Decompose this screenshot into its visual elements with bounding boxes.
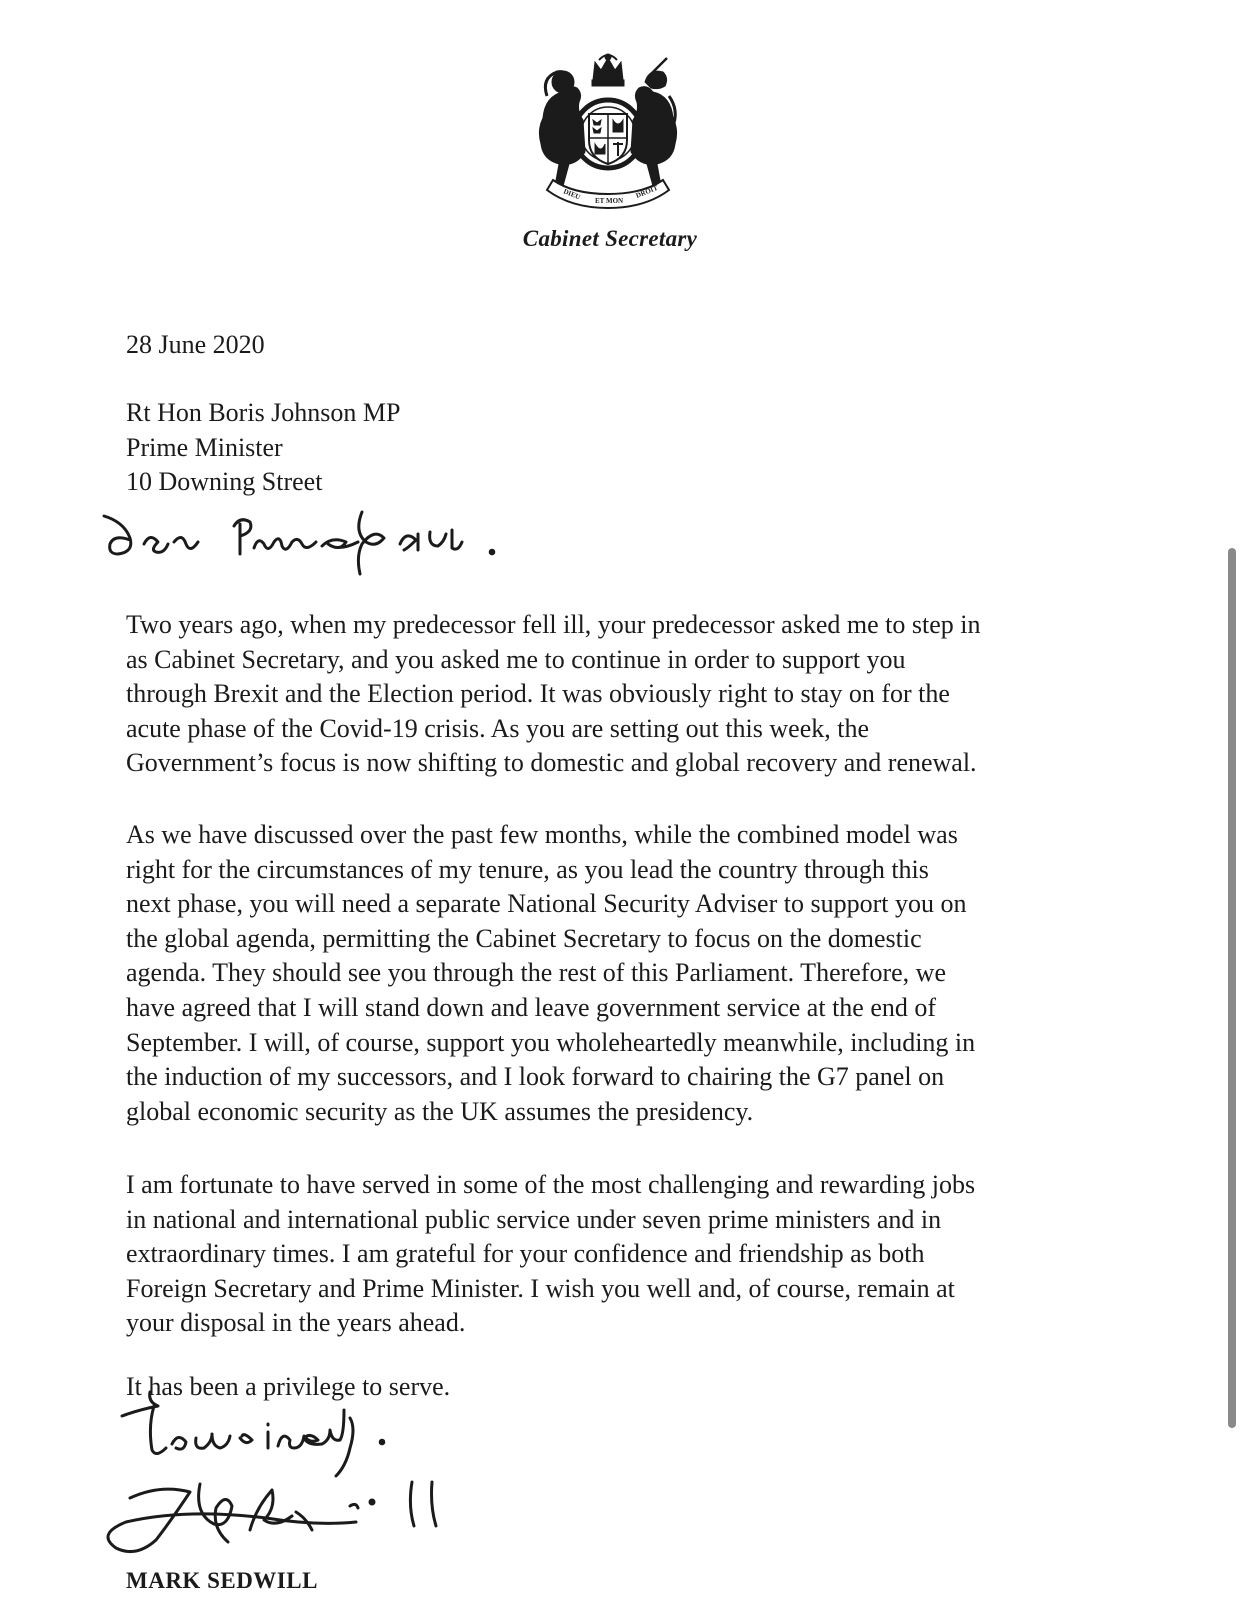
handwritten-salutation bbox=[100, 508, 530, 578]
paragraph-line: acute phase of the Covid-19 crisis. As you are setting out this week, the bbox=[126, 713, 870, 743]
body-paragraph-2 bbox=[126, 818, 1126, 1129]
recipient-street: 10 Downing Street bbox=[126, 467, 323, 496]
paragraph-line: the induction of my successors, and I look forward to chairing the G7 panel on bbox=[126, 1062, 945, 1092]
paragraph-line: your disposal in the years ahead. bbox=[126, 1308, 466, 1338]
paragraph-line: the global agenda, permitting the Cabinet Secretary to focus on the domestic bbox=[126, 923, 922, 953]
paragraph-line: Government’s focus is now shifting to domestic and global recovery and renewal. bbox=[126, 748, 977, 778]
office-title: Cabinet Secretary bbox=[522, 226, 698, 251]
svg-text:ET MON: ET MON bbox=[595, 197, 624, 205]
paragraph-line: in national and international public service under seven prime ministers and in bbox=[126, 1204, 942, 1234]
paragraph-line: next phase, you will need a separate National Security Adviser to support you on bbox=[126, 889, 967, 919]
body-paragraph-1 bbox=[126, 608, 1126, 781]
svg-text:DROIT: DROIT bbox=[634, 183, 660, 200]
vertical-scrollbar[interactable] bbox=[1228, 548, 1236, 1428]
svg-text:DIEU: DIEU bbox=[562, 187, 582, 202]
paragraph-line: global economic security as the UK assumes the presidency. bbox=[126, 1096, 754, 1126]
paragraph-line: right for the circumstances of my tenure, as you lead the country through this bbox=[126, 854, 929, 884]
paragraph-line: extraordinary times. I am grateful for your confidence and friendship as both bbox=[126, 1239, 925, 1269]
paragraph-line: agenda. They should see you through the rest of this Parliament. Therefore, we bbox=[126, 958, 946, 988]
paragraph-line: have agreed that I will stand down and leave government service at the end of bbox=[126, 992, 937, 1022]
closing-line: It has been a privilege to serve. bbox=[126, 1372, 451, 1401]
paragraph-line: Two years ago, when my predecessor fell ill, your predecessor asked me to step in bbox=[126, 610, 981, 639]
recipient-address bbox=[126, 396, 401, 500]
royal-coat-of-arms-icon bbox=[533, 52, 683, 210]
paragraph-line: as Cabinet Secretary, and you asked me to continue in order to support you bbox=[126, 644, 906, 674]
handwritten-sign-off bbox=[118, 1390, 418, 1480]
body-paragraph-3 bbox=[126, 1168, 1126, 1341]
paragraph-line: September. I will, of course, support you wholeheartedly meanwhile, including in bbox=[126, 1027, 976, 1057]
recipient-name: Rt Hon Boris Johnson MP bbox=[126, 398, 401, 427]
letter-date: 28 June 2020 bbox=[126, 330, 265, 359]
signatory-name: MARK SEDWILL bbox=[126, 1568, 318, 1593]
paragraph-line: As we have discussed over the past few months, while the combined model was bbox=[126, 820, 958, 849]
recipient-title: Prime Minister bbox=[126, 432, 283, 462]
paragraph-line: Foreign Secretary and Prime Minister. I wish you well and, of course, remain at bbox=[126, 1273, 955, 1303]
paragraph-line: I am fortunate to have served in some of the most challenging and rewarding jobs bbox=[126, 1170, 976, 1199]
paragraph-line: through Brexit and the Election period. It was obviously right to stay on for the bbox=[126, 679, 950, 709]
